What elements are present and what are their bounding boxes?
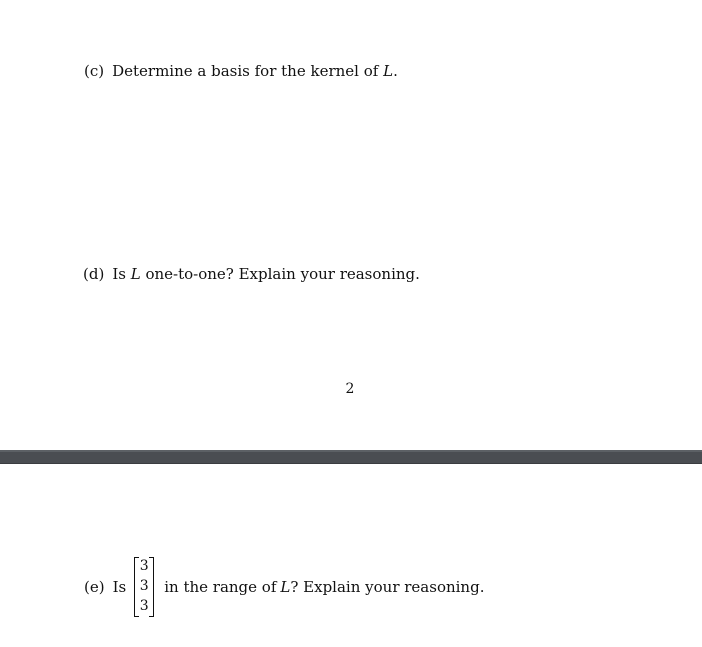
part-d-label: (d) — [83, 265, 105, 283]
question-part-d — [83, 264, 420, 284]
part-e-label: (e) — [84, 578, 105, 596]
page-number: 2 — [345, 381, 355, 397]
vector-entry: 3 — [139, 578, 149, 594]
part-e-text-middle: in the range of — [164, 578, 277, 596]
page-divider — [0, 450, 702, 464]
part-e-text-start: Is — [112, 578, 127, 596]
question-part-c — [84, 61, 398, 81]
vector-entry: 3 — [139, 558, 149, 574]
column-vector — [134, 556, 154, 618]
part-c-punctuation: . — [393, 62, 398, 80]
part-e-text-end: ? Explain your reasoning. — [290, 578, 485, 596]
part-d-text-end: one-to-one? Explain your reasoning. — [145, 265, 420, 283]
part-d-text-start: Is — [112, 265, 126, 283]
right-bracket — [149, 557, 154, 617]
part-d-variable: L — [130, 265, 141, 283]
part-c-text: Determine a basis for the kernel of — [112, 62, 379, 80]
part-c-variable: L — [383, 62, 394, 80]
vector-entry: 3 — [139, 598, 149, 614]
part-c-label: (c) — [84, 62, 105, 80]
question-part-e — [84, 556, 484, 618]
part-e-variable: L — [280, 578, 291, 596]
